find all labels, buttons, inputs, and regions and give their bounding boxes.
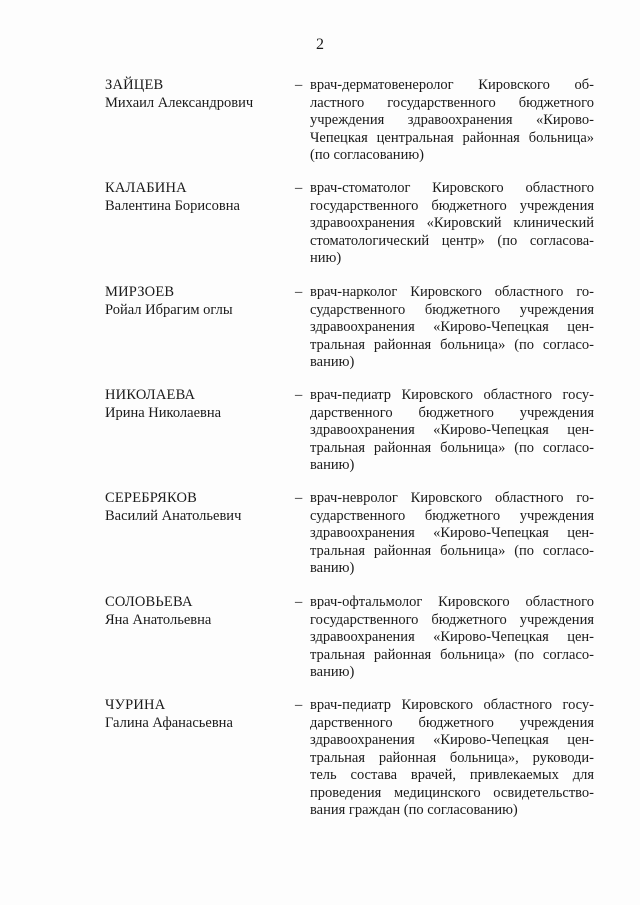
description-line: тральная районная больница» (по согласо- <box>310 646 594 663</box>
description-line: тральная районная больница» (по согласо- <box>310 336 594 353</box>
member-given-name: Яна Анатольевна <box>105 611 212 628</box>
member-description <box>310 77 594 165</box>
member-description <box>310 180 594 268</box>
description-line: ванию) <box>310 664 355 680</box>
member-surname: МИРЗОЕВ <box>105 284 175 300</box>
description-line: стоматологический центр» (по согласова- <box>310 232 594 249</box>
description-line: сударственного бюджетного учреждения <box>310 507 594 524</box>
description-line: тральная районная больница» (по согласо- <box>310 542 594 559</box>
dash-separator: – <box>295 490 303 506</box>
description-line: Чепецкая центральная районная больница» <box>310 129 594 146</box>
member-description <box>310 697 594 820</box>
member-given-name: Ройал Ибрагим оглы <box>105 301 233 318</box>
description-line: нию) <box>310 250 342 266</box>
member-description <box>310 387 594 475</box>
member-name <box>105 180 285 215</box>
dash-separator: – <box>295 594 303 610</box>
description-line: здравоохранения «Кирово-Чепецкая цен- <box>310 629 594 645</box>
member-description <box>310 284 594 372</box>
description-line: здравоохранения «Кировский клинический <box>310 215 594 231</box>
description-line: государственного бюджетного учреждения <box>310 197 594 214</box>
description-line: врач-стоматолог Кировского областного <box>310 180 594 196</box>
description-line: проведения медицинского освидетельство- <box>310 784 594 801</box>
member-name <box>105 284 285 319</box>
description-line: государственного бюджетного учреждения <box>310 611 594 628</box>
member-name <box>105 77 285 112</box>
description-line: врач-невролог Кировского областного го- <box>310 490 594 506</box>
member-given-name: Ирина Николаевна <box>105 404 222 421</box>
member-surname: ЧУРИНА <box>105 697 166 713</box>
description-line: учреждения здравоохранения «Кирово- <box>310 112 594 128</box>
member-description <box>310 490 594 578</box>
description-line: тель состава врачей, привлекаемых для <box>310 767 594 783</box>
description-line: здравоохранения «Кирово-Чепецкая цен- <box>310 319 594 335</box>
description-line: вания граждан (по согласованию) <box>310 802 518 818</box>
member-surname: КАЛАБИНА <box>105 180 187 196</box>
description-line: здравоохранения «Кирово-Чепецкая цен- <box>310 422 594 438</box>
description-line: здравоохранения «Кирово-Чепецкая цен- <box>310 732 594 748</box>
member-given-name: Галина Афанасьевна <box>105 714 233 731</box>
member-surname: СОЛОВЬЕВА <box>105 594 193 610</box>
dash-separator: – <box>295 387 303 403</box>
description-line: дарственного бюджетного учреждения <box>310 404 594 421</box>
description-line: врач-педиатр Кировского областного госу- <box>310 387 594 403</box>
member-given-name: Василий Анатольевич <box>105 507 242 524</box>
member-name <box>105 387 285 422</box>
description-line: ластного государственного бюджетного <box>310 94 594 111</box>
description-line: ванию) <box>310 560 355 576</box>
dash-separator: – <box>295 284 303 300</box>
member-surname: ЗАЙЦЕВ <box>105 77 164 93</box>
dash-separator: – <box>295 77 303 93</box>
member-surname: СЕРЕБРЯКОВ <box>105 490 198 506</box>
description-line: тральная районная больница», руководи- <box>310 749 594 766</box>
member-name <box>105 697 285 732</box>
member-given-name: Михаил Александрович <box>105 94 254 111</box>
description-line: (по согласованию) <box>310 147 424 163</box>
dash-separator: – <box>295 180 303 196</box>
description-line: врач-нарколог Кировского областного го- <box>310 284 594 300</box>
description-line: дарственного бюджетного учреждения <box>310 714 594 731</box>
description-line: врач-педиатр Кировского областного госу- <box>310 697 594 713</box>
member-description <box>310 594 594 682</box>
member-surname: НИКОЛАЕВА <box>105 387 196 403</box>
member-name <box>105 490 285 525</box>
description-line: врач-дерматовенеролог Кировского об- <box>310 77 594 93</box>
description-line: тральная районная больница» (по согласо- <box>310 439 594 456</box>
description-line: сударственного бюджетного учреждения <box>310 301 594 318</box>
description-line: врач-офтальмолог Кировского областного <box>310 594 594 610</box>
member-given-name: Валентина Борисовна <box>105 197 240 214</box>
description-line: ванию) <box>310 457 355 473</box>
description-line: ванию) <box>310 354 355 370</box>
dash-separator: – <box>295 697 303 713</box>
description-line: здравоохранения «Кирово-Чепецкая цен- <box>310 525 594 541</box>
member-name <box>105 594 285 629</box>
page-number: 2 <box>316 36 324 53</box>
